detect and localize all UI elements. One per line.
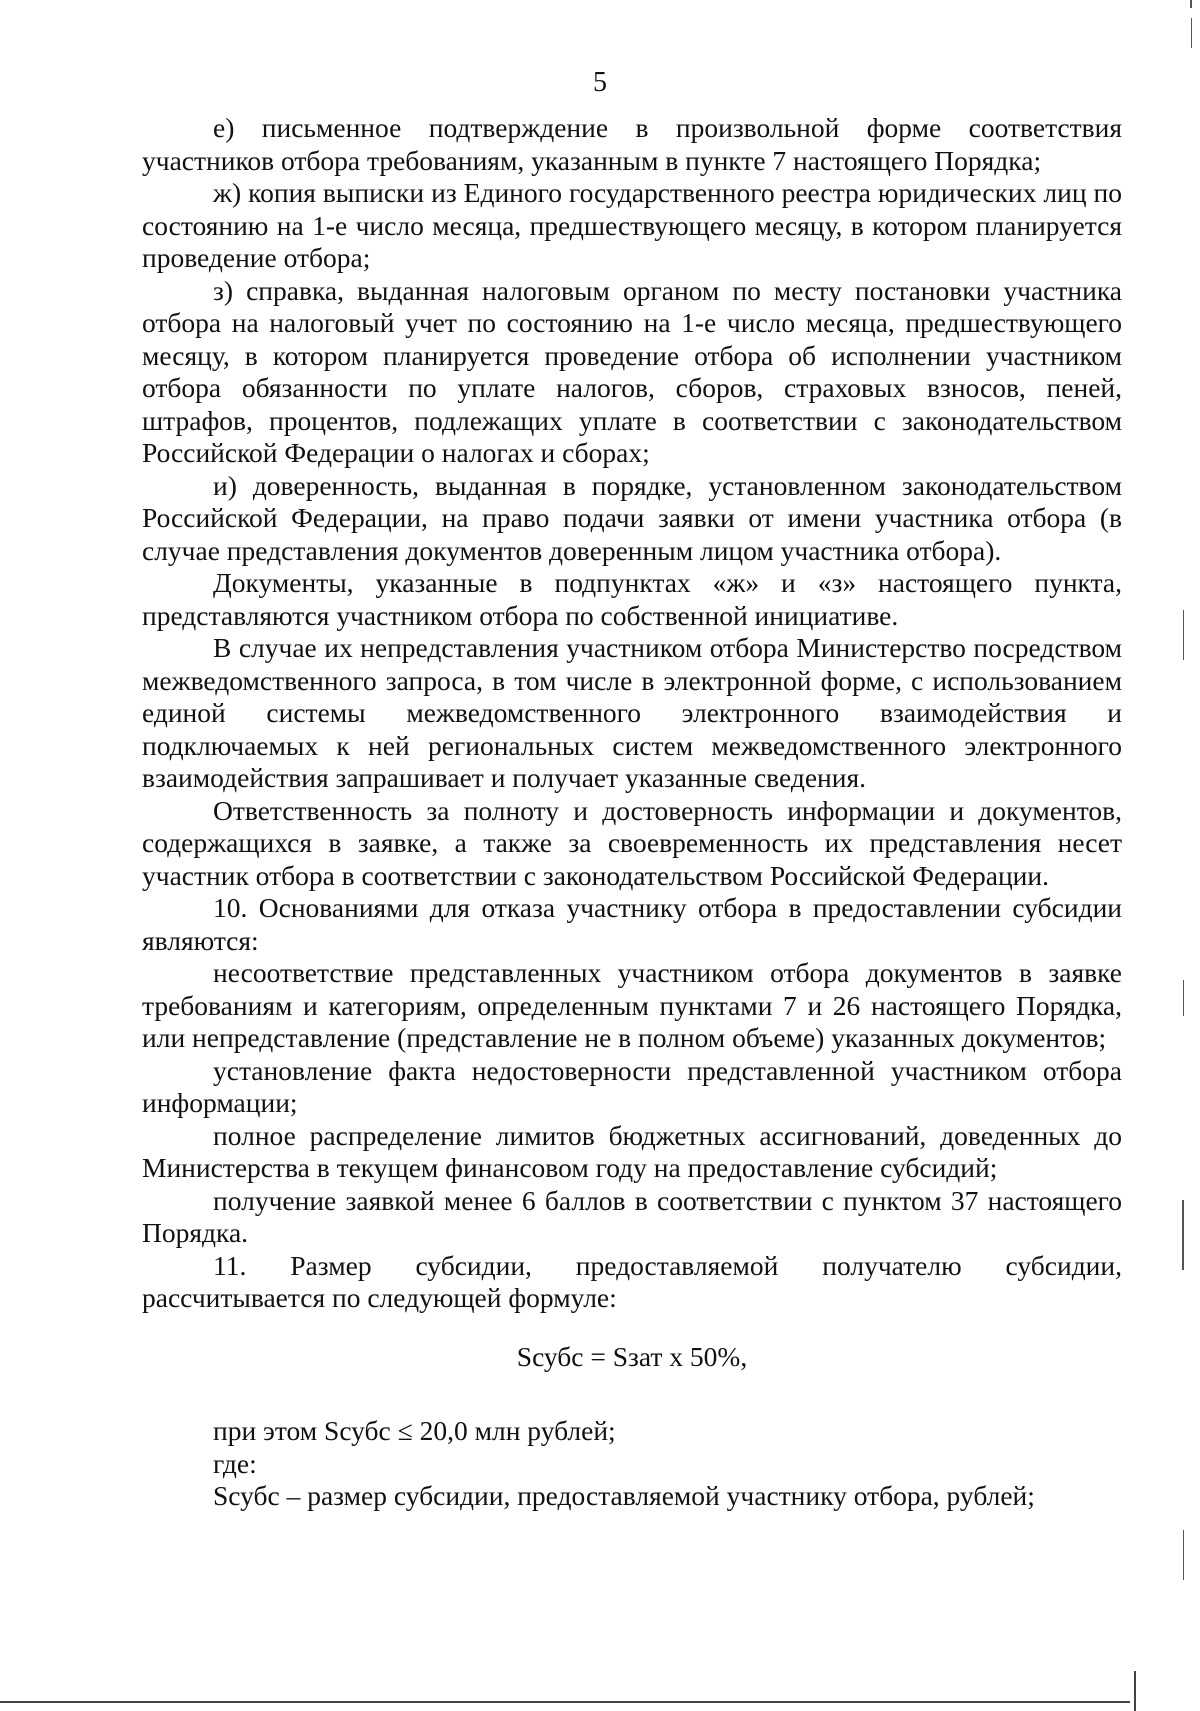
paragraph-non-compliance: несоответствие представленных участником отбора документов в заявке требованиям и категориям, определенным пунктами 7 и 26 настоящего Порядка, или непредставление (представление не в полном объеме) указанных документов; (142, 957, 1122, 1053)
paragraph-non-submission: В случае их непредставления участником отбора Министерство посредством межведомственного запроса, в том числе в электронной форме, с использованием единой системы межведомственного электронного взаимодействия и подключаемых к ней региональных систем межведомственного электронного взаимодействия запрашивает и получает указанные сведения. (142, 632, 1122, 793)
formula-definition: Sсубс – размер субсидии, предоставляемой участнику отбора, рублей; (213, 1480, 1035, 1511)
scan-artifact-mark (1183, 980, 1184, 1016)
paragraph-i: и) доверенность, выданная в порядке, установленном законодательством Российской Федерации, на право подачи заявки от имени участника отбора (в случае представления документов доверенным лицом участника отбора). (142, 469, 1122, 566)
paragraph-11-amount: 11. Размер субсидии, предоставляемой получателю субсидии, рассчитывается по следующей формуле: (142, 1249, 1122, 1313)
subsidy-formula: Sсубс = Sзат x 50%, (516, 1340, 748, 1372)
scan-artifact-mark (1190, 0, 1192, 8)
scan-artifact-mark (1182, 1200, 1184, 1270)
document-body (142, 112, 1122, 1513)
paragraph-e: е) письменное подтверждение в произвольной форме соответствия участников отбора требованиям, указанным в пункте 7 настоящего Порядка; (142, 112, 1122, 176)
scan-artifact-bottom-line (0, 1701, 1130, 1703)
paragraph-10-grounds: 10. Основаниями для отказа участнику отбора в предоставлении субсидии являются: (142, 892, 1122, 956)
scan-artifact-mark (1183, 1530, 1184, 1580)
scan-artifact-corner (1134, 1671, 1136, 1711)
paragraph-z: з) справка, выданная налоговым органом по месту постановки участника отбора на налоговый учет по состоянию на 1-е число месяца, предшествующего месяцу, в котором планируется проведение отбора об исполнении участником отбора обязанности по уплате налогов, сборов, страховых взносов, пеней, штрафов, процентов, подлежащих уплате в соответствии с законодательством Российской Федерации о налогах и сборах; (142, 274, 1122, 468)
formula-where: где: (213, 1447, 257, 1479)
page-number: 5 (593, 67, 607, 98)
paragraph-limits: полное распределение лимитов бюджетных ассигнований, доведенных до Министерства в текущем финансовом году на предоставление субсидий; (142, 1119, 1122, 1183)
paragraph-responsibility: Ответственность за полноту и достоверность информации и документов, содержащихся в заявке, а также за своевременность их представления несет участник отбора в соответствии с законодательством Российской Федерации. (142, 794, 1122, 891)
paragraph-score: получение заявкой менее 6 баллов в соответствии с пунктом 37 настоящего Порядка. (142, 1184, 1122, 1248)
formula-limit: при этом Sсубс ≤ 20,0 млн рублей; (213, 1415, 616, 1446)
paragraph-zh: ж) копия выписки из Единого государственного реестра юридических лиц по состоянию на 1-е число месяца, предшествующего месяцу, в котором планируется проведение отбора; (142, 177, 1122, 273)
paragraph-false-info: установление факта недостоверности представленной участником отбора информации; (142, 1054, 1122, 1118)
scan-artifact-mark (1191, 18, 1192, 48)
scan-artifact-mark (1183, 610, 1184, 660)
paragraph-documents-initiative: Документы, указанные в подпунктах «ж» и «з» настоящего пункта, представляются участником отбора по собственной инициативе. (142, 567, 1122, 631)
